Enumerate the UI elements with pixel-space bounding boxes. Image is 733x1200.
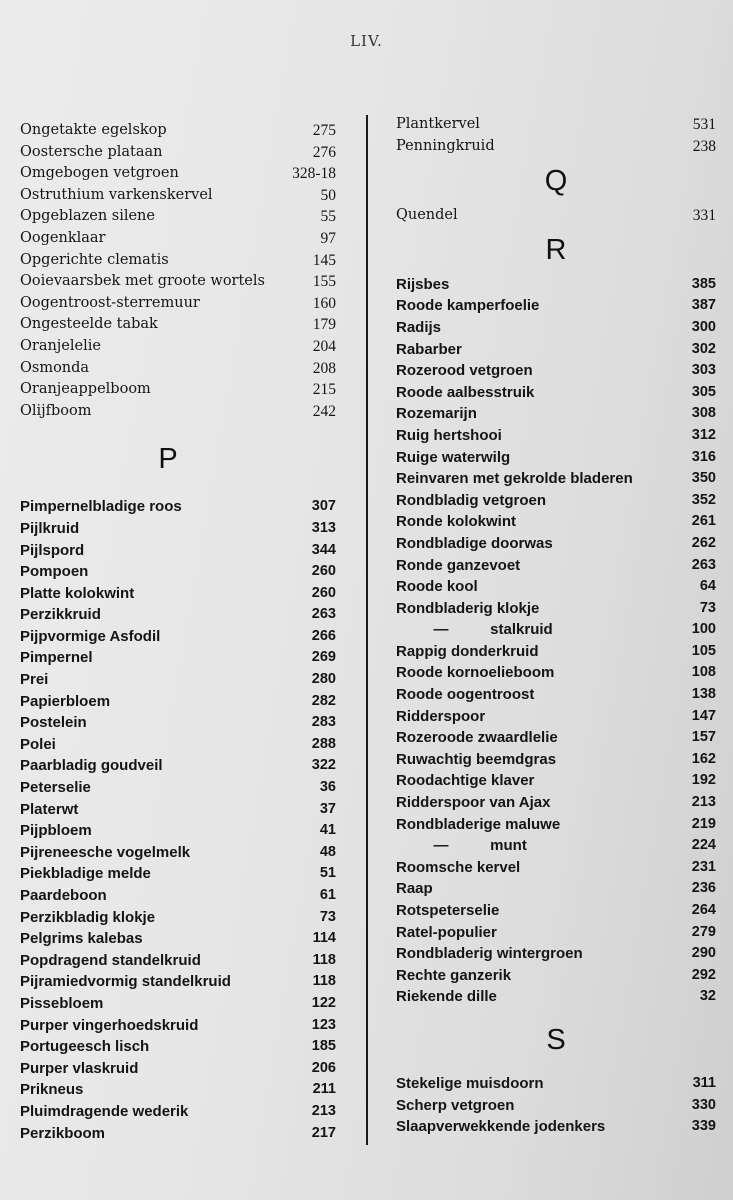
entry-name: Ostruthium varkenskervel bbox=[20, 186, 213, 203]
entry-name: Rozemarijn bbox=[396, 405, 477, 423]
index-entry bbox=[396, 114, 716, 136]
entry-name: Slaapverwekkende jodenkers bbox=[396, 1118, 606, 1136]
index-entry bbox=[396, 684, 716, 706]
entry-page-number: 231 bbox=[691, 858, 716, 875]
entry-name: Stekelige muisdoorn bbox=[396, 1074, 544, 1092]
index-entry bbox=[20, 163, 336, 185]
entry-name: Postelein bbox=[20, 714, 87, 732]
entry-page-number: 283 bbox=[311, 714, 336, 731]
entry-page-number: 328-18 bbox=[292, 165, 336, 183]
entry-page-number: 157 bbox=[691, 729, 716, 746]
entry-name: Purper vingerhoedskruid bbox=[20, 1016, 199, 1034]
index-group bbox=[20, 496, 336, 1144]
index-entry bbox=[20, 336, 336, 358]
index-entry bbox=[396, 619, 716, 641]
entry-page-number: 211 bbox=[312, 1081, 336, 1098]
index-entry bbox=[396, 1095, 716, 1117]
entry-page-number: 185 bbox=[311, 1038, 336, 1055]
entry-page-number: 331 bbox=[692, 207, 716, 225]
index-entry bbox=[20, 540, 336, 562]
index-entry bbox=[20, 228, 336, 250]
index-entry bbox=[396, 727, 716, 749]
index-entry bbox=[396, 835, 716, 857]
index-entry bbox=[396, 814, 716, 836]
index-entry bbox=[20, 993, 336, 1015]
entry-name: Rondbladige doorwas bbox=[396, 534, 553, 552]
entry-name: Perzikkruid bbox=[20, 606, 101, 624]
entry-page-number: 206 bbox=[311, 1059, 336, 1076]
entry-page-number: 208 bbox=[312, 359, 336, 377]
entry-name: Rondbladerig klokje bbox=[396, 599, 540, 617]
entry-name: Olijfboom bbox=[20, 402, 92, 419]
entry-name: Ronde kolokwint bbox=[396, 513, 516, 531]
entry-page-number: 32 bbox=[699, 988, 716, 1005]
index-entry bbox=[396, 857, 716, 879]
entry-name: Raap bbox=[396, 880, 433, 898]
entry-name: Pompoen bbox=[20, 563, 89, 581]
entry-page-number: 145 bbox=[312, 251, 336, 269]
entry-name: Oogentroost-sterremuur bbox=[20, 294, 200, 311]
entry-page-number: 300 bbox=[691, 318, 716, 335]
entry-name: Roomsche kervel bbox=[396, 858, 521, 876]
index-entry bbox=[20, 1123, 336, 1145]
entry-page-number: 64 bbox=[699, 578, 716, 595]
entry-page-number: 344 bbox=[311, 541, 336, 558]
index-entry bbox=[396, 1073, 716, 1095]
entry-name: Oogenklaar bbox=[20, 229, 106, 246]
entry-name: — munt bbox=[396, 837, 527, 855]
index-entry bbox=[20, 518, 336, 540]
index-entry bbox=[20, 626, 336, 648]
entry-name: Ruige waterwilg bbox=[396, 448, 511, 466]
entry-page-number: 155 bbox=[312, 273, 336, 291]
entry-page-number: 322 bbox=[311, 757, 336, 774]
index-entry bbox=[20, 863, 336, 885]
entry-name: Ooievaarsbek met groote wortels bbox=[20, 273, 265, 290]
index-entry bbox=[20, 820, 336, 842]
entry-name: Platte kolokwint bbox=[20, 584, 135, 602]
index-entry bbox=[396, 749, 716, 771]
index-group bbox=[396, 274, 716, 1008]
entry-name: Osmonda bbox=[20, 359, 90, 376]
entry-name: Reinvaren met gekrolde bladeren bbox=[396, 470, 633, 488]
entry-name: Ridderspoor van Ajax bbox=[396, 794, 551, 812]
index-left-column bbox=[20, 120, 336, 1144]
entry-name: Pijpbloem bbox=[20, 822, 92, 840]
entry-name: Ongetakte egelskop bbox=[20, 122, 167, 138]
entry-name: Pijreneesche vogelmelk bbox=[20, 843, 191, 861]
entry-page-number: 387 bbox=[691, 297, 716, 314]
entry-page-number: 290 bbox=[691, 945, 716, 962]
index-entry bbox=[20, 604, 336, 626]
index-entry bbox=[20, 928, 336, 950]
entry-name: Ratel-populier bbox=[396, 923, 497, 941]
index-entry bbox=[396, 490, 716, 512]
entry-page-number: 48 bbox=[319, 843, 336, 860]
entry-name: Radijs bbox=[396, 318, 442, 336]
index-entry bbox=[396, 576, 716, 598]
entry-name: Opgerichte clematis bbox=[20, 251, 169, 268]
entry-page-number: 217 bbox=[311, 1124, 336, 1141]
index-entry bbox=[20, 755, 336, 777]
index-right-column bbox=[396, 114, 716, 1138]
entry-page-number: 531 bbox=[692, 116, 716, 133]
entry-name: Papierbloem bbox=[20, 692, 111, 710]
page-number: LIV. bbox=[350, 32, 383, 50]
index-entry bbox=[396, 1116, 716, 1138]
entry-name: Portugeesch lisch bbox=[20, 1038, 150, 1056]
entry-page-number: 352 bbox=[691, 491, 716, 508]
entry-page-number: 118 bbox=[312, 973, 336, 990]
index-entry bbox=[20, 885, 336, 907]
entry-page-number: 307 bbox=[311, 498, 336, 515]
entry-page-number: 263 bbox=[311, 606, 336, 623]
entry-name: Ruwachtig beemdgras bbox=[396, 750, 557, 768]
entry-page-number: 213 bbox=[311, 1102, 336, 1119]
entry-page-number: 108 bbox=[691, 664, 716, 681]
index-entry bbox=[396, 468, 716, 490]
entry-page-number: 282 bbox=[311, 692, 336, 709]
entry-page-number: 308 bbox=[691, 405, 716, 422]
entry-name: Popdragend standelkruid bbox=[20, 951, 201, 969]
entry-name: Prei bbox=[20, 671, 49, 689]
index-entry bbox=[20, 950, 336, 972]
entry-name: Ridderspoor bbox=[396, 707, 486, 725]
entry-name: Polei bbox=[20, 735, 56, 753]
index-entry bbox=[396, 706, 716, 728]
entry-name: Scherp vetgroen bbox=[396, 1096, 515, 1114]
entry-name: Opgeblazen silene bbox=[20, 208, 155, 225]
entry-page-number: 242 bbox=[312, 402, 336, 420]
entry-page-number: 122 bbox=[311, 994, 336, 1011]
index-entry bbox=[396, 792, 716, 814]
index-entry bbox=[396, 598, 716, 620]
entry-page-number: 276 bbox=[312, 143, 336, 161]
entry-page-number: 312 bbox=[691, 426, 716, 443]
index-entry bbox=[20, 777, 336, 799]
entry-page-number: 275 bbox=[312, 122, 336, 139]
section-letter-q: Q bbox=[544, 164, 568, 197]
entry-name: Paardeboon bbox=[20, 887, 107, 904]
index-entry bbox=[20, 561, 336, 583]
entry-name: Roode aalbesstruik bbox=[396, 383, 535, 401]
entry-page-number: 330 bbox=[691, 1096, 716, 1113]
entry-page-number: 204 bbox=[312, 337, 336, 355]
entry-name: Ruig hertshooi bbox=[396, 426, 502, 444]
entry-name: Pijpvormige Asfodil bbox=[20, 627, 161, 645]
entry-page-number: 260 bbox=[311, 563, 336, 580]
index-group bbox=[396, 205, 716, 227]
entry-page-number: 219 bbox=[691, 815, 716, 832]
entry-page-number: 302 bbox=[691, 340, 716, 357]
index-entry bbox=[20, 734, 336, 756]
index-entry bbox=[396, 943, 716, 965]
entry-page-number: 339 bbox=[691, 1118, 716, 1135]
index-entry bbox=[396, 295, 716, 317]
entry-name: Pelgrims kalebas bbox=[20, 930, 143, 948]
entry-name: Penningkruid bbox=[396, 137, 495, 154]
entry-page-number: 37 bbox=[319, 800, 336, 817]
section-letter-p: P bbox=[158, 442, 178, 475]
entry-name: Oostersche plataan bbox=[20, 143, 163, 160]
entry-name: Perzikboom bbox=[20, 1124, 106, 1142]
section-letter-r: R bbox=[545, 233, 567, 266]
entry-page-number: 118 bbox=[312, 951, 336, 968]
entry-name: Riekende dille bbox=[396, 988, 497, 1006]
entry-name: Paarbladig goudveil bbox=[20, 757, 163, 775]
index-entry bbox=[396, 900, 716, 922]
entry-page-number: 350 bbox=[691, 470, 716, 487]
entry-name: Quendel bbox=[396, 207, 458, 224]
column-divider bbox=[366, 115, 368, 1145]
entry-page-number: 36 bbox=[319, 779, 336, 796]
index-entry bbox=[20, 206, 336, 228]
entry-name: Platerwt bbox=[20, 800, 79, 818]
index-entry bbox=[20, 842, 336, 864]
entry-page-number: 97 bbox=[320, 229, 336, 247]
entry-name: Rechte ganzerik bbox=[396, 966, 512, 984]
entry-name: Pluimdragende wederik bbox=[20, 1102, 189, 1120]
index-group bbox=[396, 1073, 716, 1138]
entry-page-number: 179 bbox=[312, 316, 336, 334]
entry-name: Prikneus bbox=[20, 1081, 84, 1099]
index-entry bbox=[396, 986, 716, 1008]
entry-name: Pijlspord bbox=[20, 541, 85, 559]
entry-page-number: 73 bbox=[319, 908, 336, 925]
entry-page-number: 138 bbox=[691, 686, 716, 703]
entry-name: Rondbladerig wintergroen bbox=[396, 945, 583, 963]
entry-name: Oranjeappelboom bbox=[20, 381, 151, 398]
entry-page-number: 114 bbox=[312, 930, 336, 947]
entry-name: Rappig donderkruid bbox=[396, 642, 539, 660]
entry-page-number: 213 bbox=[691, 794, 716, 811]
entry-name: Rijsbes bbox=[396, 275, 450, 293]
entry-page-number: 305 bbox=[691, 383, 716, 400]
entry-name: Pissebloem bbox=[20, 994, 104, 1012]
index-entry bbox=[20, 669, 336, 691]
entry-name: Perzikbladig klokje bbox=[20, 908, 156, 926]
index-entry bbox=[396, 447, 716, 469]
entry-page-number: 147 bbox=[691, 707, 716, 724]
entry-page-number: 224 bbox=[691, 837, 716, 854]
index-entry bbox=[20, 293, 336, 315]
entry-page-number: 123 bbox=[311, 1016, 336, 1033]
entry-page-number: 236 bbox=[691, 880, 716, 897]
entry-page-number: 160 bbox=[312, 294, 336, 312]
entry-page-number: 262 bbox=[691, 534, 716, 551]
section-letter-s: S bbox=[546, 1023, 566, 1056]
index-group bbox=[20, 120, 336, 422]
entry-name: Oranjelelie bbox=[20, 337, 101, 354]
entry-name: Rabarber bbox=[396, 340, 462, 358]
index-entry bbox=[396, 382, 716, 404]
entry-page-number: 264 bbox=[691, 902, 716, 918]
index-entry bbox=[20, 250, 336, 272]
index-entry bbox=[20, 185, 336, 207]
entry-page-number: 50 bbox=[320, 186, 336, 204]
index-entry bbox=[396, 641, 716, 663]
entry-name: Pimpernel bbox=[20, 649, 93, 667]
index-entry bbox=[396, 965, 716, 987]
index-entry bbox=[396, 922, 716, 944]
entry-page-number: 292 bbox=[691, 966, 716, 983]
entry-page-number: 279 bbox=[691, 923, 716, 940]
entry-name: Omgebogen vetgroen bbox=[20, 165, 179, 182]
index-entry bbox=[20, 647, 336, 669]
index-entry bbox=[396, 339, 716, 361]
index-entry bbox=[20, 799, 336, 821]
entry-page-number: 261 bbox=[691, 513, 716, 530]
entry-page-number: 269 bbox=[311, 649, 336, 666]
index-entry bbox=[20, 314, 336, 336]
index-entry bbox=[396, 533, 716, 555]
entry-name: Rondbladig vetgroen bbox=[396, 491, 546, 509]
entry-name: Piekbladige melde bbox=[20, 865, 151, 883]
index-entry bbox=[396, 878, 716, 900]
entry-name: Rozerood vetgroen bbox=[396, 362, 533, 380]
entry-page-number: 61 bbox=[319, 887, 336, 903]
index-entry bbox=[20, 1079, 336, 1101]
entry-name: Rondbladerige maluwe bbox=[396, 815, 561, 833]
entry-page-number: 73 bbox=[699, 599, 716, 616]
entry-page-number: 260 bbox=[311, 584, 336, 601]
entry-name: Roode kamperfoelie bbox=[396, 297, 540, 315]
entry-name: Plantkervel bbox=[396, 116, 480, 132]
index-entry bbox=[396, 274, 716, 296]
index-entry bbox=[20, 691, 336, 713]
entry-name: Pijlkruid bbox=[20, 519, 80, 537]
entry-page-number: 266 bbox=[311, 627, 336, 644]
entry-page-number: 313 bbox=[311, 519, 336, 536]
index-entry bbox=[20, 1015, 336, 1037]
index-entry bbox=[20, 379, 336, 401]
index-entry bbox=[20, 1036, 336, 1058]
index-entry bbox=[396, 136, 716, 158]
entry-page-number: 311 bbox=[692, 1074, 716, 1091]
entry-name: Roodachtige klaver bbox=[396, 772, 535, 790]
entry-name: Roode kool bbox=[396, 578, 478, 596]
index-entry bbox=[20, 271, 336, 293]
entry-name: Roode oogentroost bbox=[396, 686, 535, 704]
index-entry bbox=[396, 205, 716, 227]
entry-name: — stalkruid bbox=[396, 621, 553, 639]
index-entry bbox=[396, 403, 716, 425]
index-entry bbox=[20, 907, 336, 929]
index-entry bbox=[20, 120, 336, 142]
entry-name: Ronde ganzevoet bbox=[396, 556, 521, 574]
index-entry bbox=[20, 401, 336, 423]
index-entry bbox=[20, 712, 336, 734]
entry-name: Peterselie bbox=[20, 779, 91, 797]
entry-page-number: 303 bbox=[691, 362, 716, 379]
index-entry bbox=[396, 770, 716, 792]
entry-name: Rozeroode zwaardlelie bbox=[396, 729, 558, 747]
index-entry bbox=[20, 142, 336, 164]
index-entry bbox=[20, 971, 336, 993]
entry-page-number: 51 bbox=[319, 865, 336, 882]
entry-page-number: 316 bbox=[691, 448, 716, 465]
entry-page-number: 280 bbox=[311, 671, 336, 688]
entry-page-number: 192 bbox=[691, 772, 716, 789]
entry-name: Pimpernelbladige roos bbox=[20, 498, 182, 516]
entry-page-number: 215 bbox=[312, 381, 336, 399]
entry-page-number: 41 bbox=[319, 822, 336, 839]
index-entry bbox=[20, 1058, 336, 1080]
entry-page-number: 55 bbox=[320, 208, 336, 226]
entry-page-number: 105 bbox=[691, 642, 716, 659]
index-entry bbox=[20, 1101, 336, 1123]
index-entry bbox=[396, 511, 716, 533]
index-entry bbox=[20, 583, 336, 605]
index-entry bbox=[396, 662, 716, 684]
index-entry bbox=[396, 317, 716, 339]
entry-page-number: 385 bbox=[691, 275, 716, 292]
entry-name: Roode kornoelieboom bbox=[396, 664, 555, 682]
index-entry bbox=[396, 555, 716, 577]
entry-page-number: 288 bbox=[311, 735, 336, 752]
entry-page-number: 162 bbox=[691, 750, 716, 767]
entry-page-number: 238 bbox=[692, 137, 716, 155]
index-entry bbox=[20, 496, 336, 518]
entry-name: Pijramiedvormig standelkruid bbox=[20, 973, 231, 991]
index-group bbox=[396, 114, 716, 157]
entry-page-number: 263 bbox=[691, 556, 716, 573]
entry-name: Rotspeterselie bbox=[396, 902, 500, 919]
index-entry bbox=[396, 425, 716, 447]
index-entry bbox=[396, 360, 716, 382]
index-entry bbox=[20, 358, 336, 380]
entry-name: Ongesteelde tabak bbox=[20, 316, 158, 333]
entry-name: Purper vlaskruid bbox=[20, 1059, 139, 1077]
entry-page-number: 100 bbox=[691, 621, 716, 638]
